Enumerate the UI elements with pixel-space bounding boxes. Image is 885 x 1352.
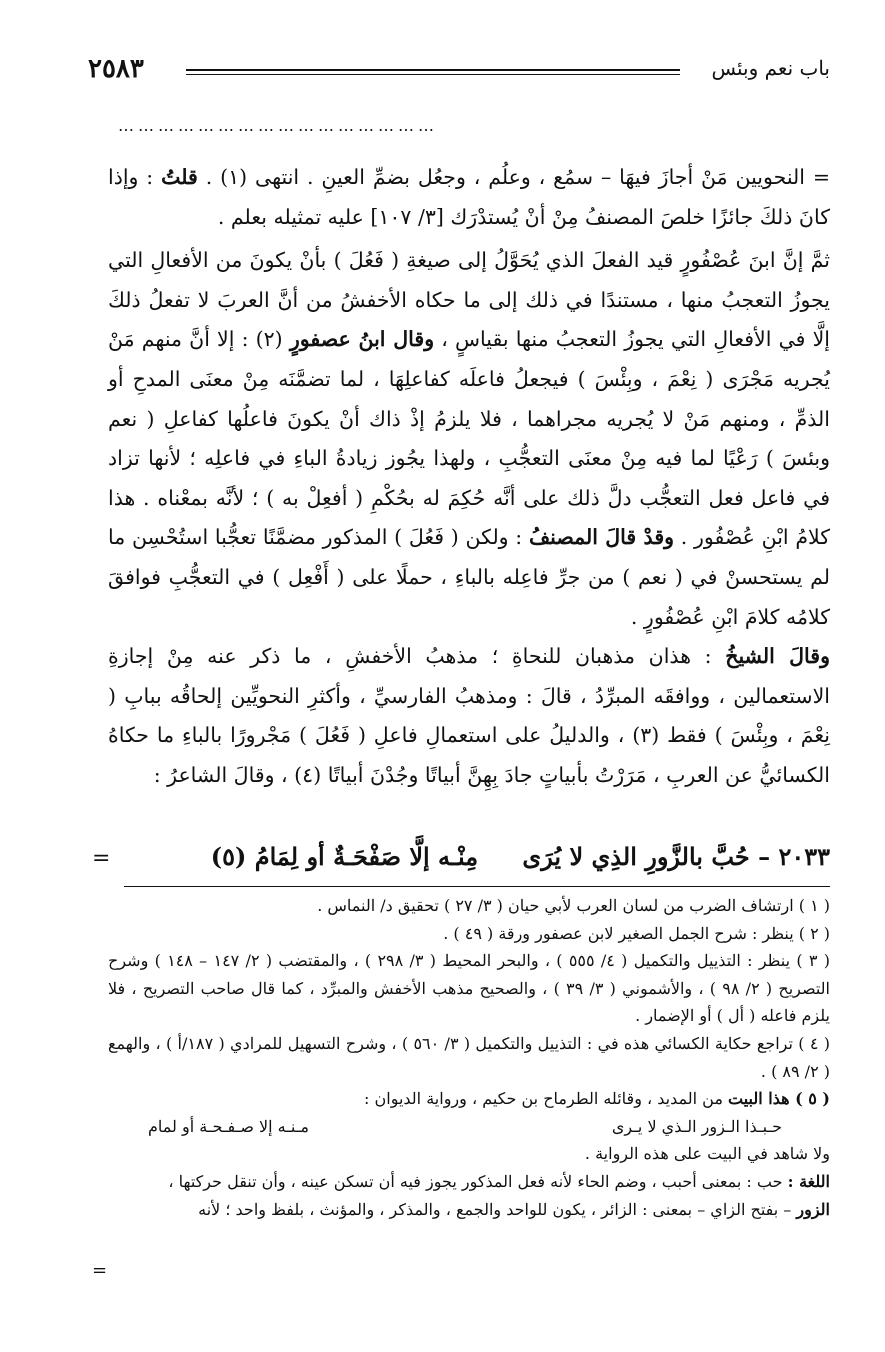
header-rule-thin — [186, 74, 680, 75]
lead-phrase: وقدْ قالَ المصنفُ — [528, 525, 675, 550]
footnote-1: ( ١ ) ارتشاف الضرب من لسان العرب لأبي حيان ( ٣/ ٢٧ ) تحقيق د/ النماس . — [317, 896, 830, 915]
paragraph-2: ثمَّ إنَّ ابنَ عُصْفُورٍ قيد الفعلَ الذي يُحَوَّلُ إلى صيغةِ ( فَعُلَ ) بأنْ يكونَ من الأفعالِ التي يجوزُ التعجبُ منها ، مستندًا في ذلك إلى ما حكاه الأخفشُ من أنَّ العربَ لا تفعلُ ذلكَ إلَّا في الأفعالِ التي يجوزُ التعجبُ منها بقياسٍ ، وقال ابنُ عصفورٍ (٢) : إلا أنَّ منهم مَنْ يُجريه مَجْرَى ( نِعْمَ ، وبِئْسَ ) فيجعلُ فاعلَه كفاعلِهَا ، لما تضمَّنَه مِنْ معنَى المدحِ أو الذمِّ ، ومنهم مَنْ لا يُجريه مجراهما ، فلا يلزمُ إذْ ذاك أنْ يكونَ فاعلُها كفاعلِ ( نعم وبئسَ ) رَعْيًا لما فيه مِنْ معنَى التعجُّبِ ، ولهذا يجُوز زيادةُ الباءِ في فاعلِه ؛ لأنها تزاد في فاعل فعل التعجُّب دلَّ ذلك على أنَّه حُكِمَ له بحُكْمِ ( أفعِلْ به ) ؛ لأنَّه بمعْناه . هذا كلامُ ابْنِ عُصْفُور . وقدْ قالَ المصنفُ : ولكن ( فَعُلَ ) المذكور مضمَّنًا تعجُّبا استُحْسِن ما لم يستحسنْ في ( نعم ) من جرِّ فاعِله بالباءِ ، حملًا على ( أَفْعِل ) في التعجُّبِ فوافقَ كلامُه كلامَ ابْنِ عُصْفُورٍ . — [108, 248, 831, 629]
footnote-5-text: من المديد ، وقائله الطرماح بن حكيم ، ورواية الديوان : — [364, 1089, 723, 1109]
footnotes — [108, 892, 830, 1223]
zawr-label: الزور — [796, 1199, 830, 1219]
lead-phrase: وقال ابنُ عصفورٍ — [289, 327, 435, 352]
footnote-4: ( ٤ ) تراجع حكاية الكسائي هذه في : التذييل والتكميل ( ٣/ ٥٦٠ ) ، وشرح التسهيل للمرادي ( ١٨٧/أ ) ، والهمع ( ٢/ ٨٩ ) . — [108, 1033, 830, 1081]
lead-phrase: قلتُ — [161, 165, 198, 189]
verse-second-hemistich: مِنْـه إلَّا صَفْحَـةٌ أو لِمَامُ (٥) — [210, 842, 479, 871]
lead-phrase: وقالَ الشيخُ — [725, 644, 830, 669]
footnote-continuation-mark: = — [92, 1260, 108, 1281]
footnote-verse-first: حـبـذا الـزور الـذي لا يـرى — [611, 1116, 782, 1136]
lugha-text: حب : بمعنى أحبب ، وضم الحاء لأنه فعل المذكور يجوز فيه أن تسكن عينه ، وأن تنقل حركتها ، — [168, 1171, 783, 1191]
header-rule — [186, 69, 680, 71]
main-text — [108, 158, 830, 796]
page-number: ٢٥٨٣ — [88, 54, 144, 84]
footnote-3: ( ٣ ) ينظر : التذييل والتكميل ( ٤/ ٥٥٥ ) ، والبحر المحيط ( ٣/ ٢٩٨ ) ، والمقتضب ( ٢/ ١٤٧ – ١٤٨ ) وشرح التصريح ( ٢/ ٩٨ ) ، والأشموني ( ٣/ ٣٩ ) ، والصحيح مذهب الأخفش والمبرِّد ، كما قال صاحب التصريح ، فلا يلزم فاعله ( أل ) أو الإضمار . — [108, 951, 831, 1026]
footnote-2: ( ٢ ) ينظر : شرح الجمل الصغير لابن عصفور ورقة ( ٤٩ ) . — [443, 923, 830, 943]
verse-first-hemistich: ٢٠٣٣ – حُبَّ بالزَّورِ الذِي لا يُرَى — [522, 842, 830, 871]
footnote-rule — [124, 886, 830, 887]
zawr-text: – بفتح الزاي – بمعنى : الزائر ، يكون للواحد والجمع ، والمذكر ، والمؤنث ، بلفظ واحد ؛ لأنه — [198, 1199, 792, 1219]
chapter-title: باب نعم وبئس — [711, 56, 830, 80]
footnote-5-note: ولا شاهد في البيت على هذه الرواية . — [584, 1144, 830, 1164]
separator-dots: ………………………………………… — [118, 116, 438, 135]
footnote-lugha — [108, 1168, 830, 1196]
poetry-verse — [160, 842, 830, 871]
footnote-5 — [108, 1085, 830, 1113]
lugha-label: اللغة : — [787, 1171, 830, 1191]
footnote-5-label: ( ٥ ) هذا البيت — [728, 1089, 830, 1109]
footnote-zawr — [108, 1196, 830, 1224]
footnote-verse-second: مـنـه إلا صـفـحـة أو لمام — [148, 1116, 309, 1136]
continuation-mark: = — [92, 846, 111, 871]
paragraph-1: = النحويين مَنْ أجازَ فيهَا – سمُع ، وعلُم ، وجعُل بضمِّ العينِ . انتهى (١) . قلتُ : وإذا كانَ ذلكَ جائزًا خلصَ المصنفُ مِنْ أنْ يُستدْرَك [٣/ ١٠٧] عليه تمثيله بعلم . — [108, 165, 831, 229]
page-header — [88, 54, 830, 86]
paragraph-3: وقالَ الشيخُ : هذان مذهبان للنحاةِ ؛ مذهبُ الأخفشِ ، ما ذكر عنه مِنْ إجازةِ الاستعمالين ، ووافقَه المبرِّدُ ، قالَ : ومذهبُ الفارسيِّ ، وأكثرِ النحويِّين إلحاقُه ببابِ ( نِعْمَ ، وبِئْسَ ) فقط (٣) ، والدليلُ على استعمالِ فاعلِ ( فَعُلَ ) مَجْرورًا بالباءِ ما حكاهُ الكسائيُّ عن العربِ ، مَرَرْتُ بأبياتٍ جادَ بِهِنَّ أبياتًا وجُدْنَ أبياتًا (٤) ، وقالَ الشاعرُ : — [108, 644, 830, 787]
footnote-verse — [108, 1113, 830, 1141]
